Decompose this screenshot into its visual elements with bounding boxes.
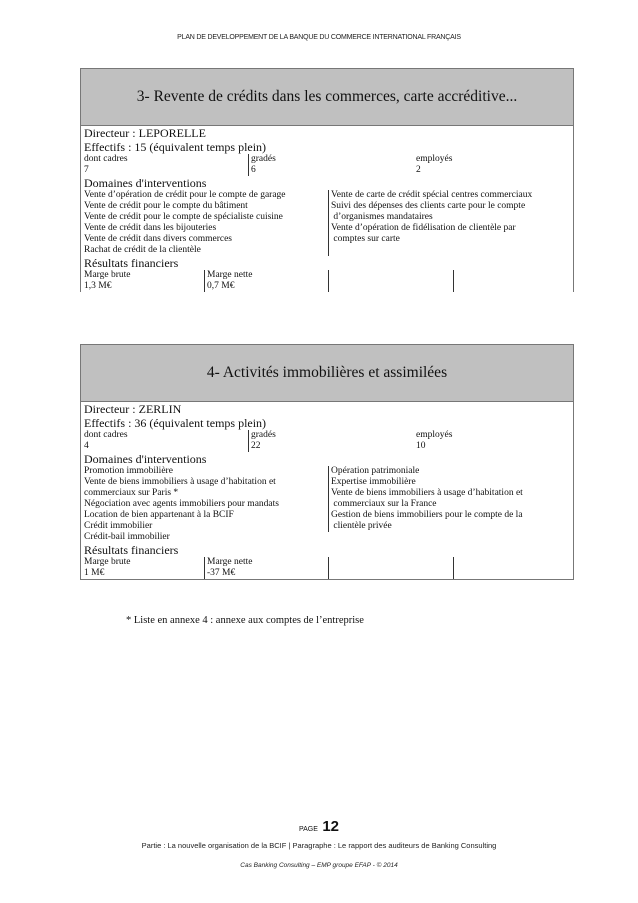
staff-value-grades: 22 [248,441,414,452]
list-item: commerciaux sur la France [331,499,437,509]
list-item: Crédit-bail immobilier [84,532,170,542]
results-value-marge-nette: -37 M€ [204,568,328,579]
footer-copyright: Cas Banking Consulting – EMP groupe EFAP - © 2014 [240,862,398,869]
effectifs: Effectifs : 36 (équivalent temps plein) [84,416,267,430]
results-value-marge-nette: 0,7 M€ [204,281,328,292]
section-title: 4- Activités immobilières et assimilées [80,344,574,402]
results-label: Résultats financiers [84,543,179,557]
list-item: Expertise immobilière [331,477,416,487]
list-item: Vente de crédit pour le compte du bâtiment [84,201,248,211]
section-title: 3- Revente de crédits dans les commerces, carte accréditive... [80,68,574,126]
staff-header-employes: employés [416,154,453,164]
results-label: Résultats financiers [84,256,179,270]
staff-value-grades: 6 [248,165,414,176]
list-item: Vente de crédit dans divers commerces [84,234,232,244]
list-item: d’organismes mandataires [331,212,433,222]
footnote: * Liste en annexe 4 : annexe aux comptes de l’entreprise [126,615,364,626]
list-item: Promotion immobilière [84,466,173,476]
results-header-marge-nette: Marge nette [204,270,328,281]
footer-section-info: Partie : La nouvelle organisation de la BCIF | Paragraphe : Le rapport des auditeurs de Banking Consulting [141,841,497,850]
list-item: Suivi des dépenses des clients carte pour le compte [331,201,526,211]
results-empty-cell [453,270,573,281]
list-item: Vente d’opération de crédit pour le compte de garage [84,190,286,200]
list-item: Vente de biens immobiliers à usage d’habitation et [84,477,276,487]
page-label: PAGE [298,826,318,833]
results-headers-row [84,557,573,568]
list-item: Vente de crédit pour le compte de spécialiste cuisine [84,212,283,222]
document-header: PLAN DE DEVELOPPEMENT DE LA BANQUE DU COMMERCE INTERNATIONAL FRANÇAIS [177,34,461,41]
staff-headers-row [84,154,573,165]
results-empty-cell [453,568,573,579]
staff-value-employes: 2 [416,165,421,175]
domains-left-list [84,466,328,543]
section-body [80,402,574,580]
domains-right-list [328,190,573,256]
list-item: Gestion de biens immobiliers pour le compte de la [331,510,523,520]
results-value-marge-brute: 1,3 M€ [84,281,112,291]
results-value-marge-brute: 1 M€ [84,568,105,578]
domains-label: Domaines d'interventions [84,176,207,190]
effectifs: Effectifs : 15 (équivalent temps plein) [84,140,267,154]
results-empty-cell [453,557,573,568]
staff-values-row [84,165,573,176]
staff-header-grades: gradés [248,154,414,165]
section-revente-credits [80,68,574,292]
list-item: Crédit immobilier [84,521,153,531]
domains-right-list [328,466,573,532]
list-item: Rachat de crédit de la clientèle [84,245,201,255]
results-headers-row [84,270,573,281]
section-body [80,126,574,292]
results-empty-cell [453,281,573,292]
list-item: clientèle privée [331,521,392,531]
results-header-marge-nette: Marge nette [204,557,328,568]
list-item: commerciaux sur Paris * [84,488,179,498]
results-values-row [84,568,573,579]
staff-header-cadres: dont cadres [84,430,128,440]
section-activites-immobilieres [80,344,574,580]
staff-value-cadres: 4 [84,441,89,451]
domains-left-list [84,190,328,256]
domains-columns [84,190,573,256]
staff-header-grades: gradés [248,430,414,441]
list-item: Vente d’opération de fidélisation de clientèle par [331,223,516,233]
page-number [0,818,638,836]
director: Directeur : LEPORELLE [84,126,206,140]
list-item: comptes sur carte [331,234,400,244]
results-empty-cell [328,270,453,281]
staff-header-employes: employés [416,430,453,440]
results-empty-cell [328,557,453,568]
results-values-row [84,281,573,292]
results-empty-cell [328,568,453,579]
results-empty-cell [328,281,453,292]
list-item: Négociation avec agents immobiliers pour mandats [84,499,279,509]
results-header-marge-brute: Marge brute [84,557,131,567]
staff-header-cadres: dont cadres [84,154,128,164]
staff-value-employes: 10 [416,441,426,451]
domains-label: Domaines d'interventions [84,452,207,466]
list-item: Vente de biens immobiliers à usage d’habitation et [331,488,523,498]
domains-columns [84,466,573,543]
director: Directeur : ZERLIN [84,402,182,416]
list-item: Vente de carte de crédit spécial centres commerciaux [331,190,533,200]
list-item: Location de bien appartenant à la BCIF [84,510,234,520]
staff-value-cadres: 7 [84,165,89,175]
staff-headers-row [84,430,573,441]
results-header-marge-brute: Marge brute [84,270,131,280]
staff-values-row [84,441,573,452]
list-item: Vente de crédit dans les bijouteries [84,223,217,233]
page-number-value: 12 [322,818,340,835]
list-item: Opération patrimoniale [331,466,420,476]
